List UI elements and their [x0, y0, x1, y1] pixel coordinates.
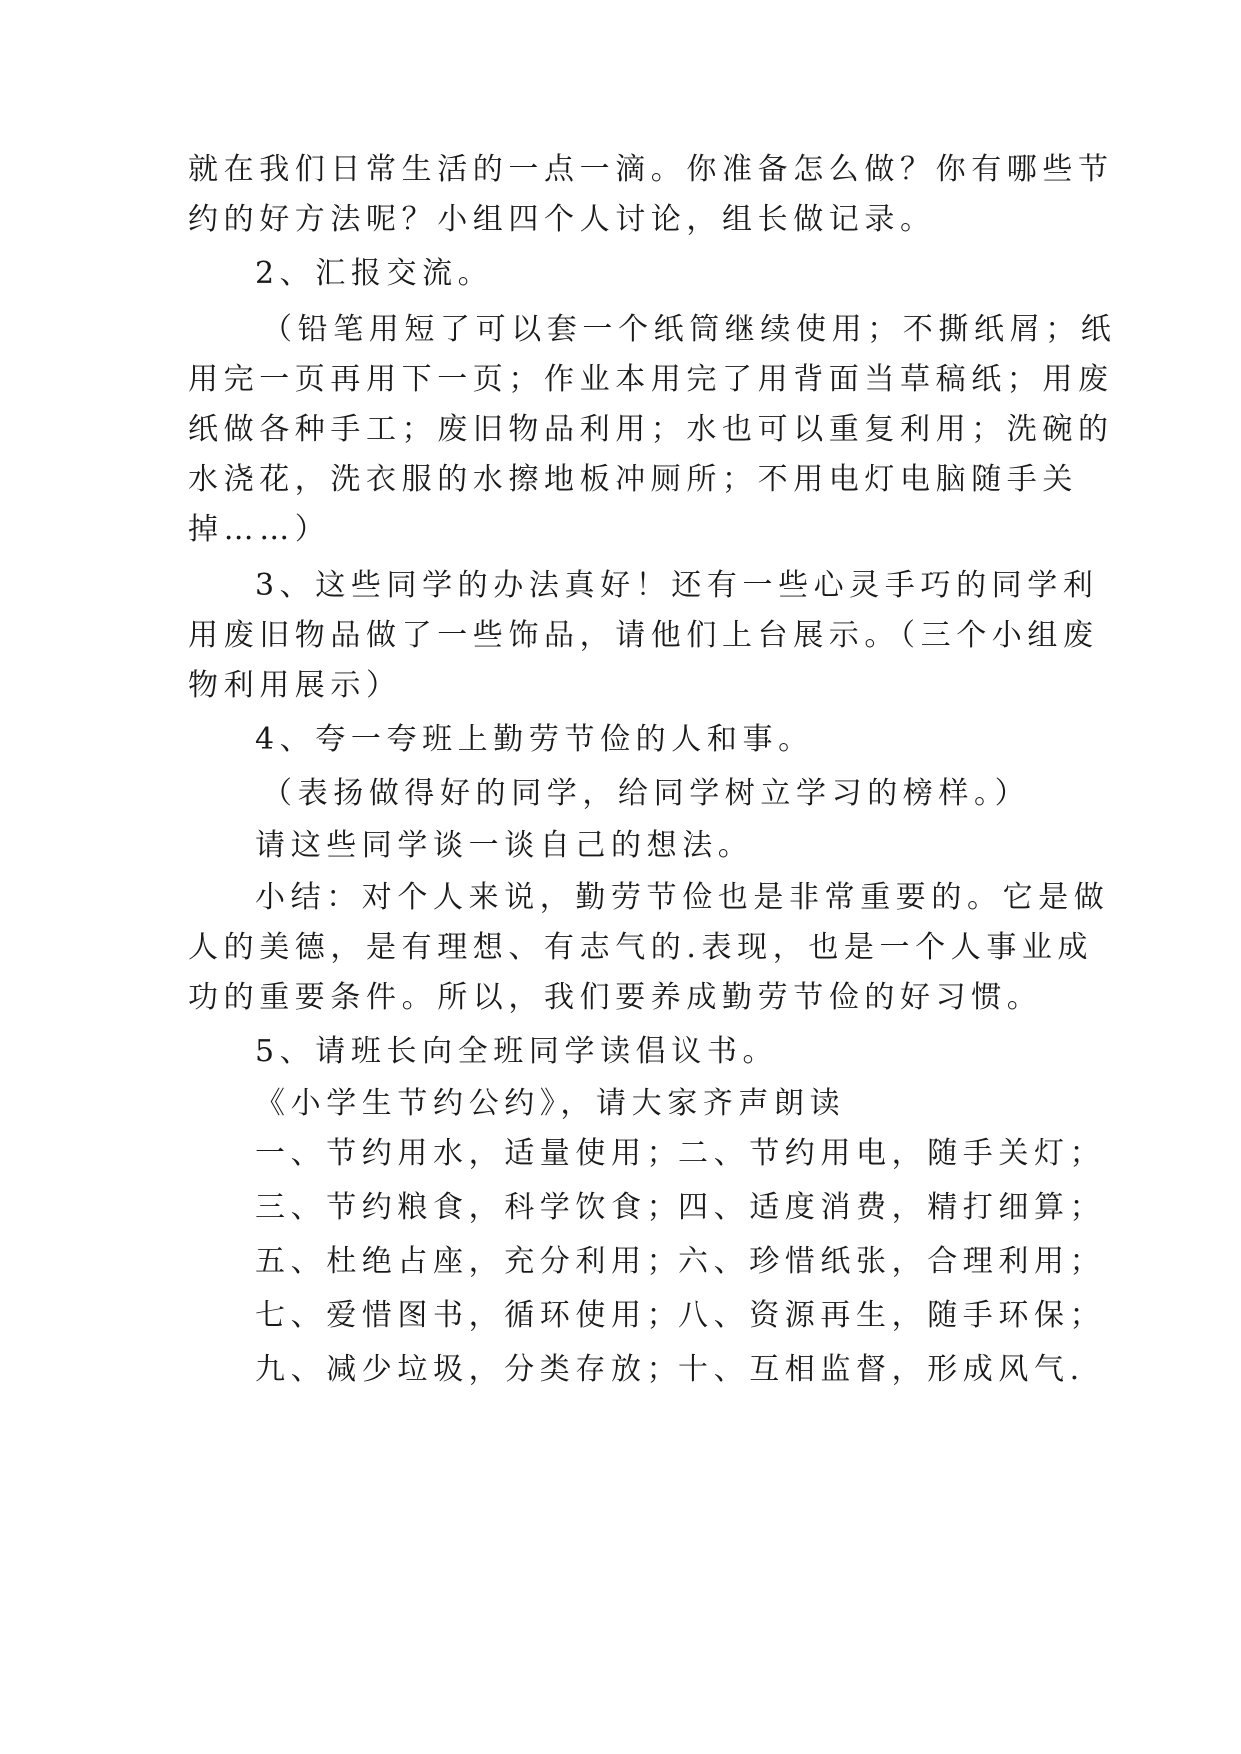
paragraph-line: 《小学生节约公约》，请大家齐声朗读 [255, 1086, 846, 1121]
paragraph-line: （铅笔用短了可以套一个纸筒继续使用；不撕纸屑；纸 [262, 312, 1117, 347]
paragraph-line: 水浇花，洗衣服的水擦地板冲厕所；不用电灯电脑随手关 [188, 462, 1078, 497]
paragraph-line: 物利用展示） [188, 668, 402, 703]
pledge-item: 三、节约粮食，科学饮食； [255, 1190, 683, 1225]
section-heading-2: 2、汇报交流。 [255, 256, 494, 291]
pledge-item: 一、节约用水，适量使用； [255, 1136, 683, 1171]
paragraph-line: 小结：对个人来说，勤劳节俭也是非常重要的。它是做 [255, 880, 1110, 915]
section-heading-4: 4、夸一夸班上勤劳节俭的人和事。 [255, 722, 814, 757]
paragraph-line: 约的好方法呢？小组四个人讨论，组长做记录。 [188, 202, 936, 237]
paragraph-line: 功的重要条件。所以，我们要养成勤劳节俭的好习惯。 [188, 980, 1043, 1015]
paragraph-line: 用废旧物品做了一些饰品，请他们上台展示。（三个小组废 [188, 618, 1099, 653]
pledge-item: 八、资源再生，随手环保； [678, 1298, 1106, 1333]
section-heading-5: 5、请班长向全班同学读倡议书。 [255, 1034, 779, 1069]
paragraph-line: 纸做各种手工；废旧物品利用；水也可以重复利用；洗碗的 [188, 412, 1114, 447]
paragraph-line: 掉……） [188, 512, 331, 547]
section-heading-3: 3、这些同学的办法真好！还有一些心灵手巧的同学利 [255, 568, 1099, 603]
pledge-item: 九、减少垃圾，分类存放； [255, 1352, 683, 1387]
paragraph-line: 用完一页再用下一页；作业本用完了用背面当草稿纸；用废 [188, 362, 1114, 397]
paragraph-line: 就在我们日常生活的一点一滴。你准备怎么做？你有哪些节 [188, 152, 1114, 187]
pledge-item: 二、节约用电，随手关灯； [678, 1136, 1106, 1171]
pledge-item: 四、适度消费，精打细算； [678, 1190, 1106, 1225]
paragraph-line: 请这些同学谈一谈自己的想法。 [255, 828, 754, 863]
pledge-item: 五、杜绝占座，充分利用； [255, 1244, 683, 1279]
paragraph-line: （表扬做得好的同学，给同学树立学习的榜样。） [262, 776, 1031, 811]
pledge-item: 六、珍惜纸张，合理利用； [678, 1244, 1106, 1279]
pledge-item: 七、爱惜图书，循环使用； [255, 1298, 683, 1333]
paragraph-line: 人的美德，是有理想、有志气的.表现，也是一个人事业成 [188, 930, 1094, 965]
pledge-item: 十、互相监督，形成风气. [678, 1352, 1085, 1387]
